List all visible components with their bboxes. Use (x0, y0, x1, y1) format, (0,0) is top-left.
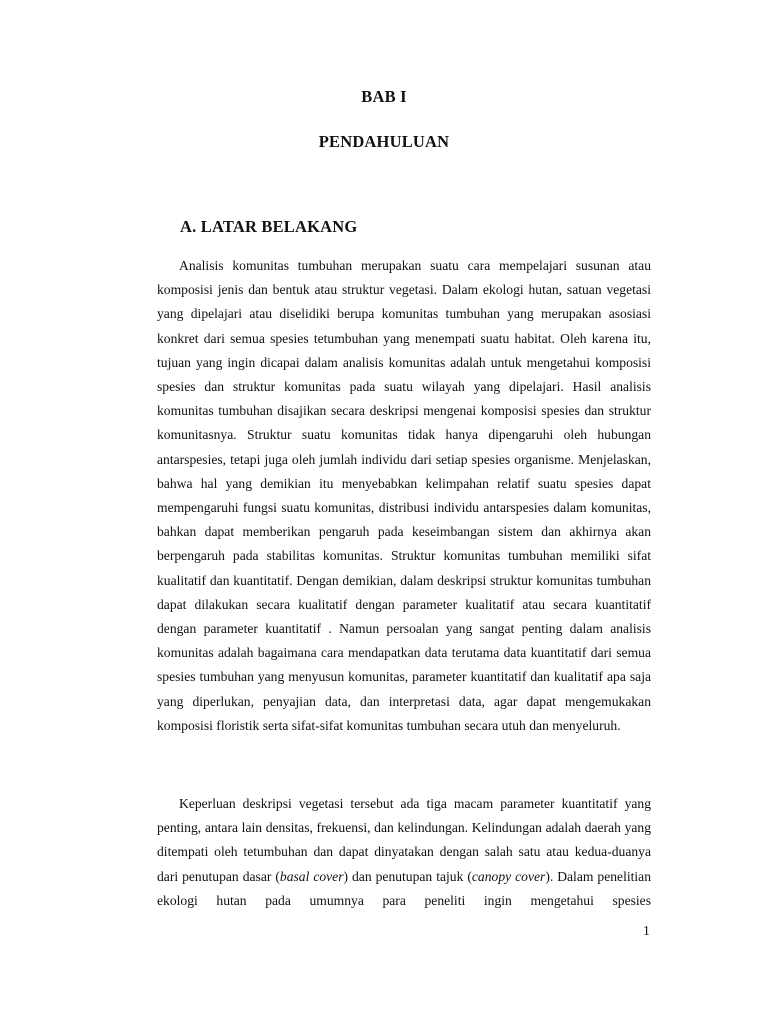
section-heading: A. LATAR BELAKANG (180, 217, 358, 236)
page-number: 1 (643, 923, 650, 938)
paragraph-1 (157, 254, 651, 738)
paragraph-1-body: Analisis komunitas tumbuhan merupakan suatu cara mempelajari susunan atau komposisi jenis dan bentuk atau struktur vegetasi. Dalam ekologi hutan, satuan vegetasi yang dipelajari atau diselidiki berupa komunitas tumbuhan yang merupakan asosiasi konkret dari semua spesies tetumbuhan yang menempati suatu habitat. Oleh karena itu, tujuan yang ingin dicapai dalam analisis komunitas adalah untuk mengetahui komposisi spesies dan struktur komunitas pada suatu wilayah yang dipelajari. Hasil analisis komunitas tumbuhan disajikan secara deskripsi mengenai komposisi spesies dan struktur komunitasnya. Struktur suatu komunitas tidak hanya dipengaruhi oleh hubungan antarspesies, tetapi juga oleh jumlah individu dari setiap spesies organisme. Menjelaskan, bahwa hal yang demikian itu menyebabkan kelimpahan relatif suatu spesies dapat mempengaruhi fungsi suatu komunitas, distribusi individu antarspesies dalam komunitas, bahkan dapat memberikan pengaruh pada keseimbangan sistem dan akhirnya akan berpengaruh pada stabilitas komunitas. Struktur komunitas tumbuhan memiliki sifat kualitatif dan kuantitatif. Dengan demikian, dalam deskripsi struktur komunitas tumbuhan dapat dilakukan secara kualitatif dengan parameter kualitatif atau secara kuantitatif dengan parameter kuantitatif . Namun persoalan yang sangat penting dalam analisis komunitas adalah bagaimana cara mendapatkan data terutama data kuantitatif dari semua spesies tumbuhan yang menyusun komunitas, parameter kuantitatif dan kualitatif apa saja yang diperlukan, penyajian data, dan interpretasi data, agar dapat mengemukakan (157, 258, 651, 709)
term-canopy-cover: canopy cover (471, 868, 546, 884)
paragraph-2-text-b: ) dan penutupan tajuk ( (343, 868, 472, 884)
term-basal-cover: basal cover (279, 868, 344, 884)
paragraph-2-text-c: ). Dalam penelitian ekologi hutan pada umumnya para peneliti ingin mengetahui spesies (157, 868, 652, 908)
paragraph-2 (157, 792, 651, 913)
paragraph-1-last-line: komposisi floristik serta sifat-sifat komunitas tumbuhan secara utuh dan menyeluruh. (157, 717, 621, 733)
chapter-number: BAB I (361, 87, 407, 106)
chapter-title: PENDAHULUAN (318, 132, 450, 151)
paragraph-2-text-a: Keperluan deskripsi vegetasi tersebut ada tiga macam parameter kuantitatif yang penting, antara lain densitas, frekuensi, dan kelindungan. Kelindungan adalah daerah yang ditempati oleh tetumbuhan dan dapat dinyatakan dengan salah satu atau kedua-duanya dari penutupan dasar ( (157, 796, 651, 884)
